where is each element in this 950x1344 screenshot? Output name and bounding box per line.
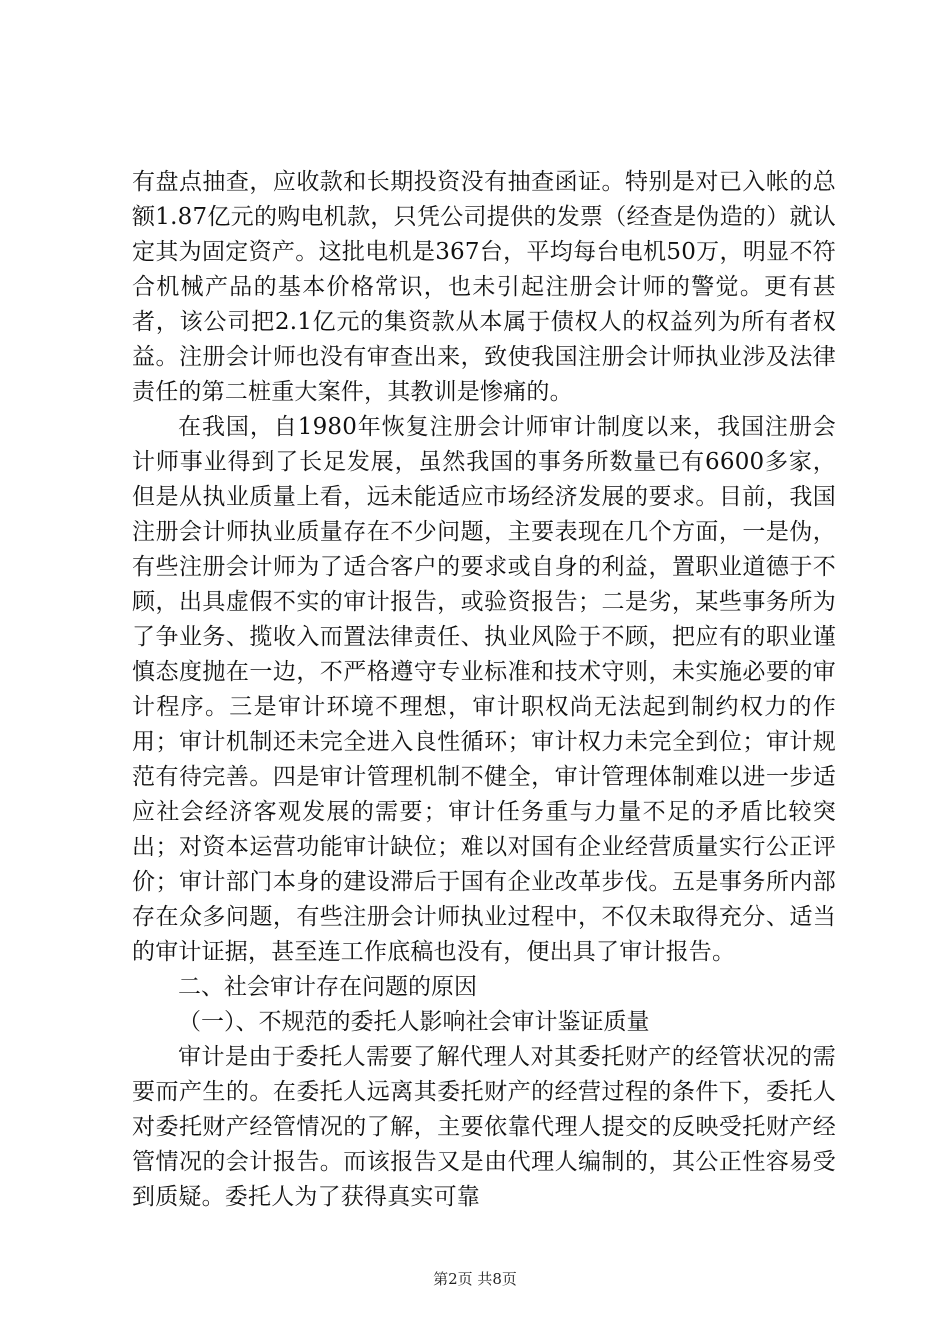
paragraph-audit-quality: 在我国，自1980年恢复注册会计师审计制度以来，我国注册会计师事业得到了长足发展，虽然我国的事务所数量已有6600多家，但是从执业质量上看，远未能适应市场经济发展的要求。目前，我国注册会计师执业质量存在不少问题，主要表现在几个方面，一是伪，有些注册会计师为了适合客户的要求或自身的利益，置职业道德于不顾，出具虚假不实的审计报告，或验资报告；二是劣，某些事务所为了争业务、揽收入而置法律责任、执业风险于不顾，把应有的职业谨慎态度抛在一边，不严格遵守专业标准和技术守则，未实施必要的审计程序。三是审计环境不理想，审计职权尚无法起到制约权力的作用；审计机制还未完全进入良性循环；审计权力未完全到位；审计规范有待完善。四是审计管理机制不健全，审计管理体制难以进一步适应社会经济客观发展的需要；审计任务重与力量不足的矛盾比较突出；对资本运营功能审计缺位；难以对国有企业经营质量实行公正评价；审计部门本身的建设滞后于国有企业改革步伐。五是事务所内部存在众多问题，有些注册会计师执业过程中，不仅未取得充分、适当的审计证据，甚至连工作底稿也没有，便出具了审计报告。 [132,414,836,965]
paragraph-principal-agent: 审计是由于委托人需要了解代理人对其委托财产的经管状况的需要而产生的。在委托人远离其委托财产的经营过程的条件下，委托人对委托财产经管情况的了解，主要依靠代理人提交的反映受托财产经管情况的会计报告。而该报告又是由代理人编制的，其公正性容易受到质疑。委托人为了获得真实可靠 [132,1044,836,1210]
subsection-heading: （一）、不规范的委托人影响社会审计鉴证质量 [178,1009,650,1035]
document-body [132,165,836,1215]
paragraph-continuation: 有盘点抽查，应收款和长期投资没有抽查函证。特别是对已入帐的总额1.87亿元的购电机款，只凭公司提供的发票（经查是伪造的）就认定其为固定资产。这批电机是367台，平均每台电机50万，明显不符合机械产品的基本价格常识，也未引起注册会计师的警觉。更有甚者，该公司把2.1亿元的集资款从本属于债权人的权益列为所有者权益。注册会计师也没有审查出来，致使我国注册会计师执业涉及法律责任的第二桩重大案件，其教训是惨痛的。 [132,169,836,405]
page-footer: 第2页 共8页 [433,1270,517,1288]
section-heading: 二、社会审计存在问题的原因 [178,974,477,1000]
